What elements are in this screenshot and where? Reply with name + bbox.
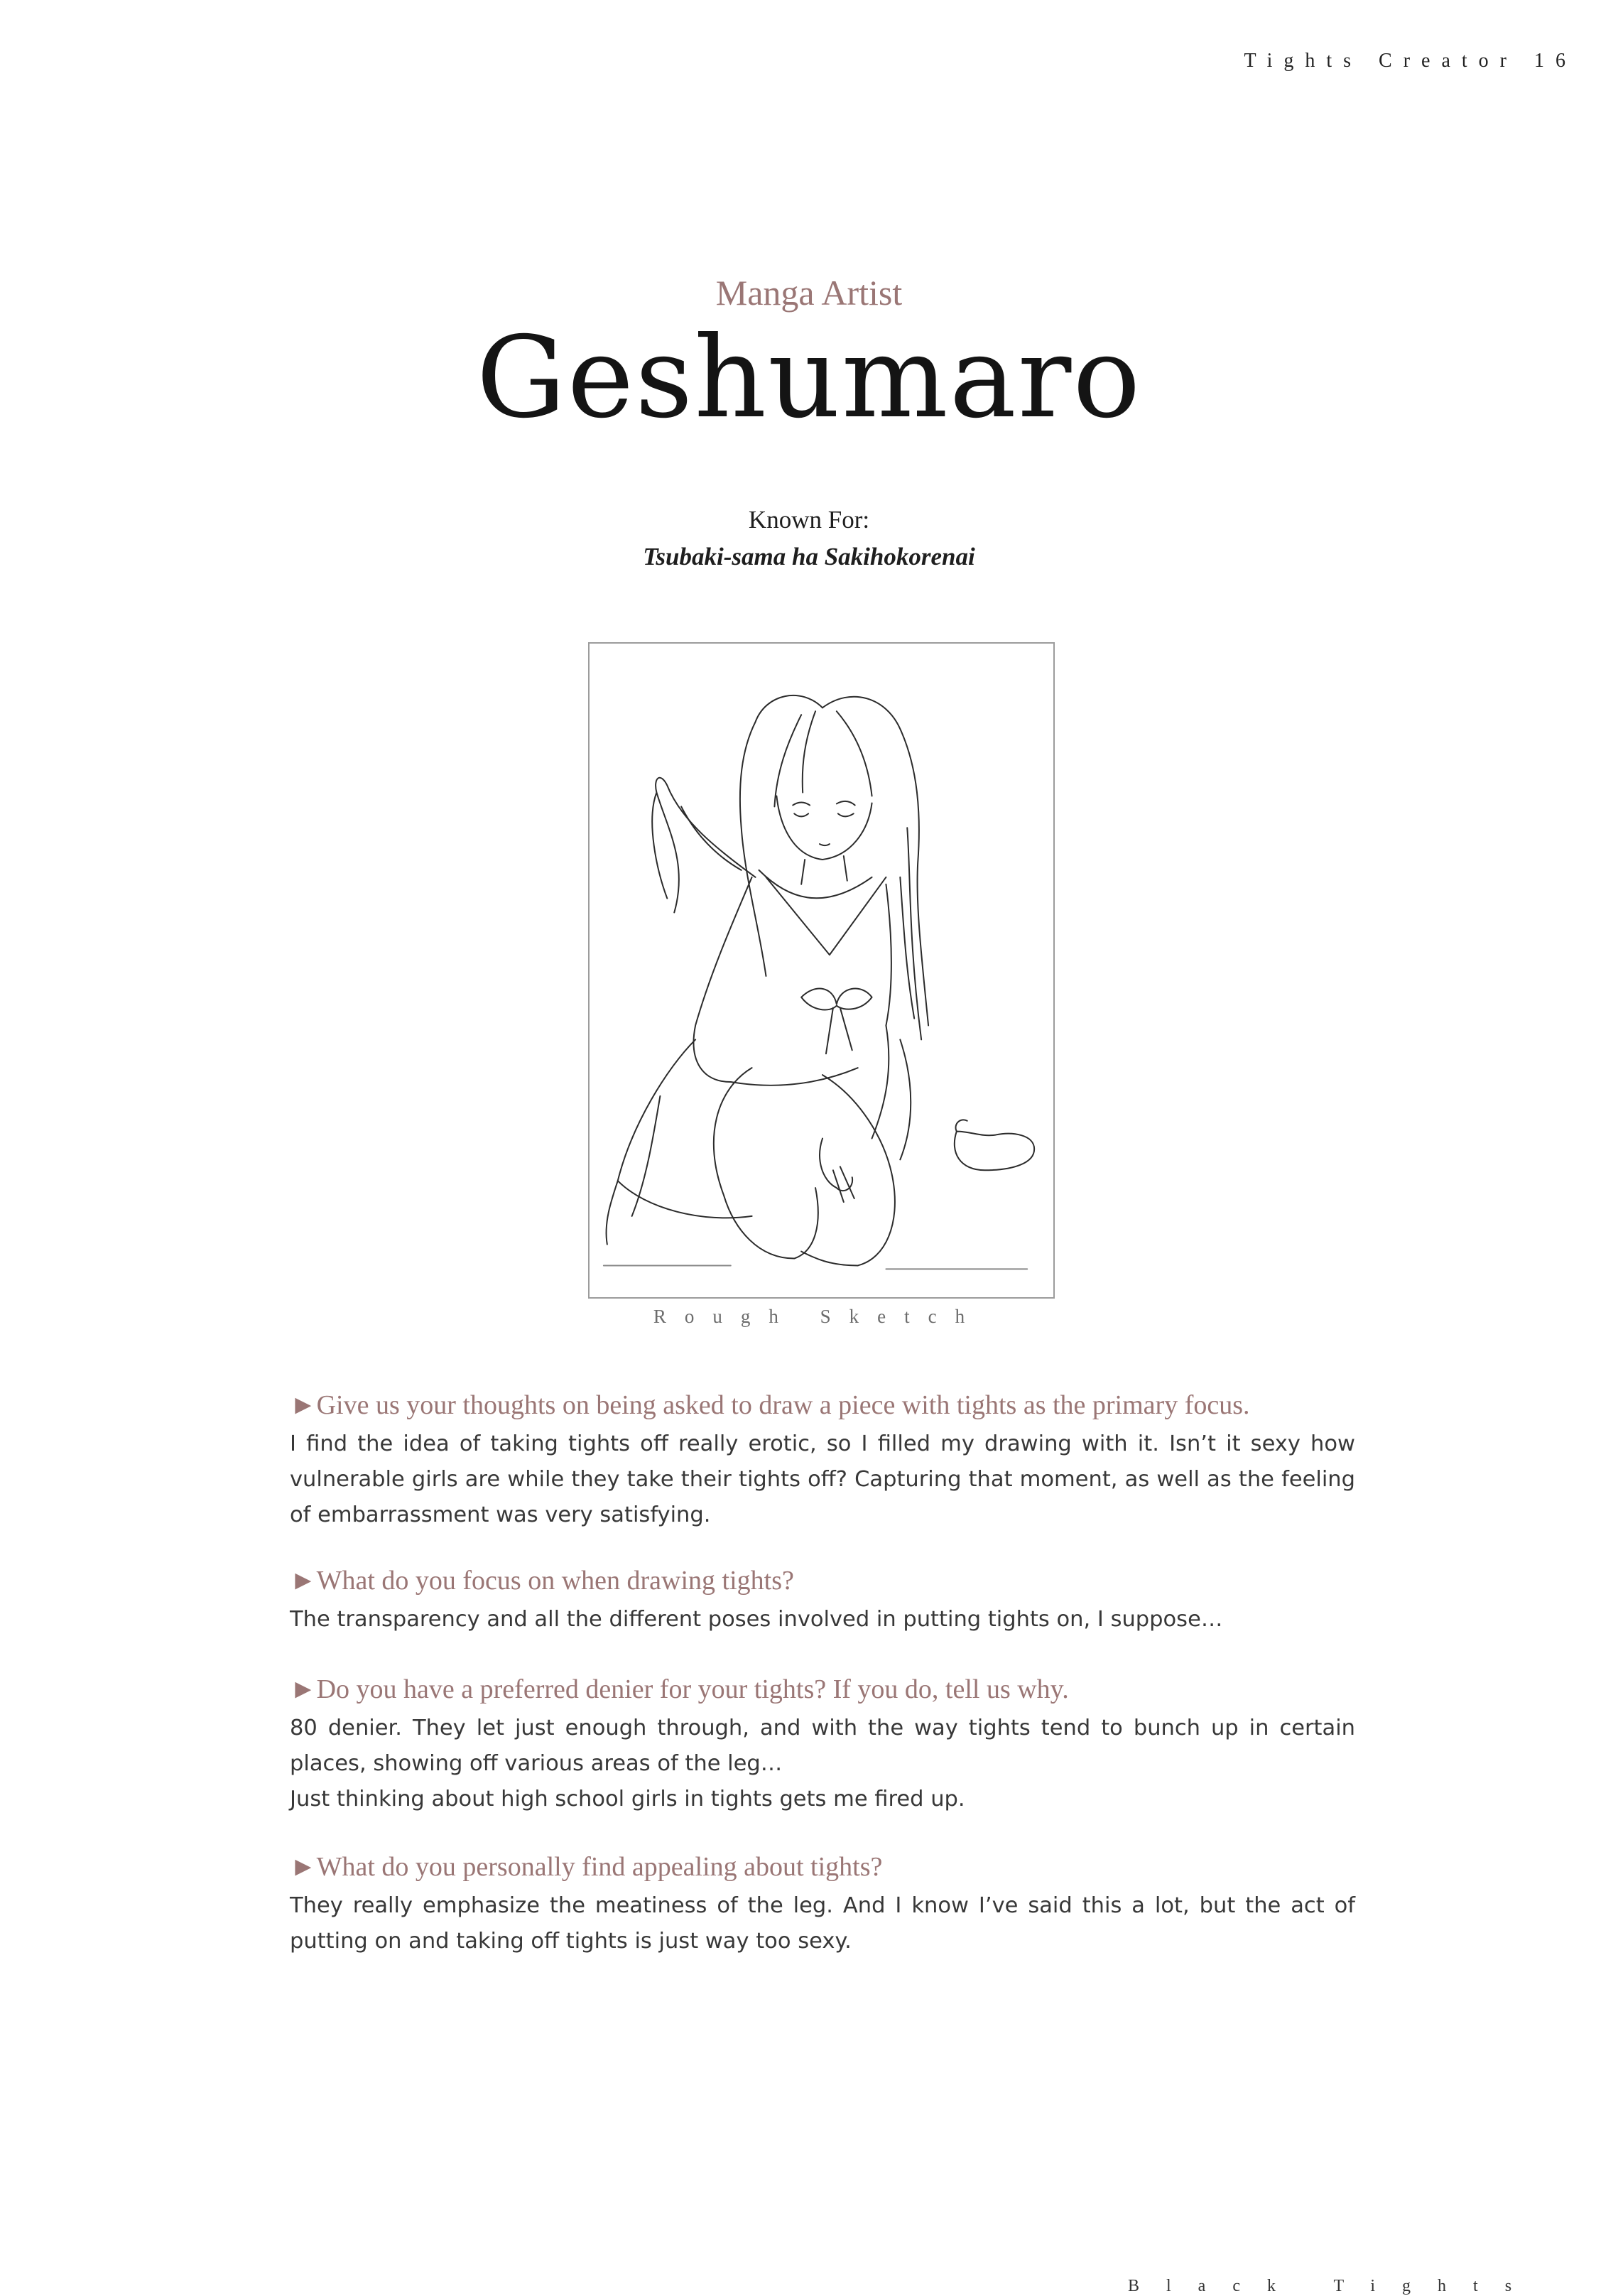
answer-3-text-2: Just thinking about high school girls in tights gets me fired up. — [290, 1787, 965, 1812]
qa-block-3 — [290, 1672, 1355, 1817]
running-header: Tights Creator 16 — [1244, 50, 1577, 72]
known-for-title: Tsubaki-sama ha Sakihokorenai — [643, 543, 975, 570]
question-3: ►Do you have a preferred denier for your tights? If you do, tell us why. — [290, 1674, 1069, 1704]
question-1: ►Give us your thoughts on being asked to draw a piece with tights as the primary focus. — [290, 1390, 1250, 1420]
answer-2 — [290, 1602, 1355, 1637]
answer-3 — [290, 1711, 1355, 1817]
known-for-label: Known For: — [748, 506, 870, 534]
answer-3-text: 80 denier. They let just enough through, and with the way tights tend to bunch up in certain places, showing off various areas of the leg… — [290, 1716, 1355, 1776]
qa-block-1 — [290, 1387, 1355, 1533]
answer-4 — [290, 1888, 1355, 1959]
qa-block-2 — [290, 1563, 1355, 1637]
rough-sketch-image — [588, 642, 1055, 1299]
question-2: ►What do you focus on when drawing tights? — [290, 1566, 794, 1596]
sketch-caption: Rough Sketch — [653, 1306, 984, 1327]
qa-block-4 — [290, 1849, 1355, 1959]
artist-role: Manga Artist — [715, 273, 903, 313]
running-footer: Black Tights — [1128, 2277, 1539, 2295]
artist-name: Geshumaro — [476, 313, 1142, 443]
answer-1 — [290, 1426, 1355, 1533]
answer-1-text: I find the idea of taking tights off really erotic, so I filled my drawing with it. Isn’t it sexy how vulnerable girls are while they take their tights off? Capturing that moment, as well as the feeling of embarrassment was very satisfying. — [290, 1431, 1355, 1527]
answer-2-text: The transparency and all the different poses involved in putting tights on, I suppose… — [290, 1607, 1223, 1632]
question-4: ►What do you personally find appealing about tights? — [290, 1852, 883, 1882]
answer-4-text: They really emphasize the meatiness of the leg. And I know I’ve said this a lot, but the act of putting on and taking off tights is just way too sexy. — [290, 1893, 1355, 1954]
